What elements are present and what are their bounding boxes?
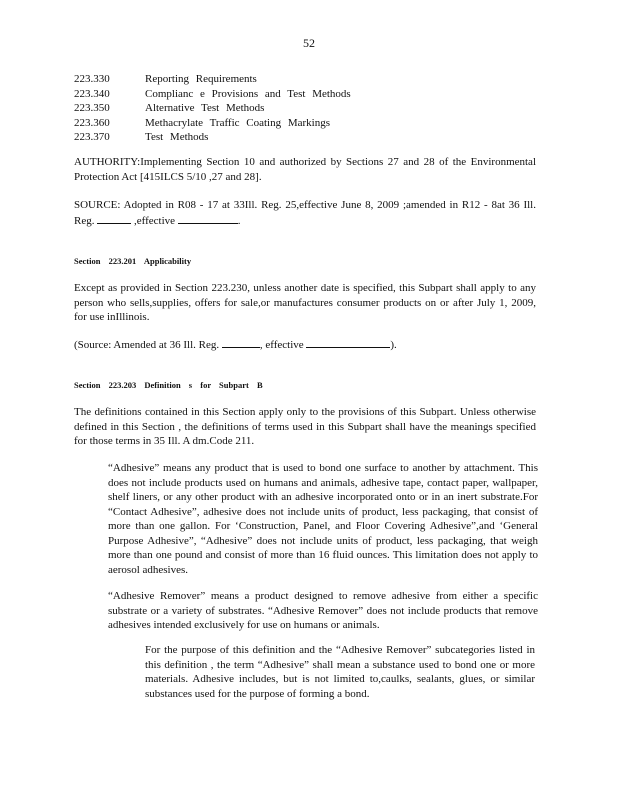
definition-adhesive-remover: “Adhesive Remover” means a product designed to remove adhesive from either a specific substrate or a variety of substrates. “Adhesive Remover” does not include products that remove adhesives intended exclusively for use on humans or animals. xyxy=(108,590,538,631)
page-number: 52 xyxy=(303,36,315,50)
toc-section-number: 223.350 xyxy=(74,102,110,114)
source-paragraph xyxy=(74,198,536,228)
toc-row xyxy=(74,87,351,102)
toc-row xyxy=(74,72,351,87)
definition-purpose-paragraph: For the purpose of this definition and the “Adhesive Remover” subcategories listed in this definition , the term “Adhesive” shall mean a substance used to bond one or more materials. Adhesive includes, but is not limited to,caulks, sealants, glues, or similar substances used for the purpose of forming a bond. xyxy=(145,644,535,700)
toc-section-number: 223.370 xyxy=(74,131,110,143)
toc-section-title: Alternative Test Methods xyxy=(145,102,265,114)
toc-section-title: Complianc e Provisions and Test Methods xyxy=(145,87,351,100)
source-end-text: . xyxy=(237,214,241,227)
toc-section-title: Test Methods xyxy=(145,131,209,143)
section-223-203-text: The definitions contained in this Section apply only to the provisions of this Subpart. Unless otherwise defined in this Section , the definitions of terms used in this Subpart shall have the meanings specified for those terms in 35 Ill. A dm.Code 211. xyxy=(74,406,536,447)
toc-row xyxy=(74,116,351,131)
toc-section-number: 223.360 xyxy=(74,116,110,129)
authority-paragraph: AUTHORITY:Implementing Section 10 and authorized by Sections 27 and 28 of the Environmental Protection Act [415ILCS 5/10 ,27 and 28]. xyxy=(74,156,536,183)
toc-row xyxy=(74,130,351,145)
source-effective-text: ,effective xyxy=(133,214,176,227)
table-of-contents xyxy=(74,72,351,145)
toc-section-number: 223.340 xyxy=(74,87,110,100)
source-text: SOURCE: Adopted in R08 - 17 at 33Ill. Reg. 25,effective June 8, 2009 ;amended in R12 - 8at 36 Ill. Reg. xyxy=(74,199,536,227)
source-amended-paragraph xyxy=(74,337,536,353)
toc-row xyxy=(74,101,351,116)
definition-adhesive: “Adhesive” means any product that is used to bond one surface to another by attachment. This does not include products used on humans and animals, adhesive tape, contact paper, wallpaper, shelf liners, or any other product with an adhesive incorporated onto or in an inert substrate.For “Contact Adhesive”, adhesive does not include units of product, less packaging, that consist of more than one gallon. For ‘Construction, Panel, and Floor Covering Adhesive”,and ‘General Purpose Adhesive”, “Adhesive” does not include units of product, less packaging, that weigh more than one pound and consist of more than 16 fluid ounces. This limitation does not apply to aerosol adhesives. xyxy=(108,462,538,576)
amended-text: (Source: Amended at 36 Ill. Reg. xyxy=(74,339,220,351)
toc-section-number: 223.330 xyxy=(74,73,110,85)
section-223-201-text: Except as provided in Section 223.230, unless another date is specified, this Subpart shall apply to any person who sells,supplies, offers for sale,or manufactures consumer products on or after July 1, 2009, for use inIllinois. xyxy=(74,282,536,323)
blank-line xyxy=(97,213,131,224)
amended-effective-text: , effective xyxy=(259,339,304,351)
section-223-201-heading: Section 223.201 Applicability xyxy=(74,256,192,266)
section-223-203-heading: Section 223.203 Definition s for Subpart B xyxy=(74,380,263,390)
amended-end-text: ). xyxy=(390,339,397,351)
toc-section-title: Methacrylate Traffic Coating Markings xyxy=(145,116,331,129)
blank-line xyxy=(178,213,238,224)
toc-section-title: Reporting Requirements xyxy=(145,73,257,85)
blank-line xyxy=(222,337,260,348)
blank-line xyxy=(306,337,390,348)
